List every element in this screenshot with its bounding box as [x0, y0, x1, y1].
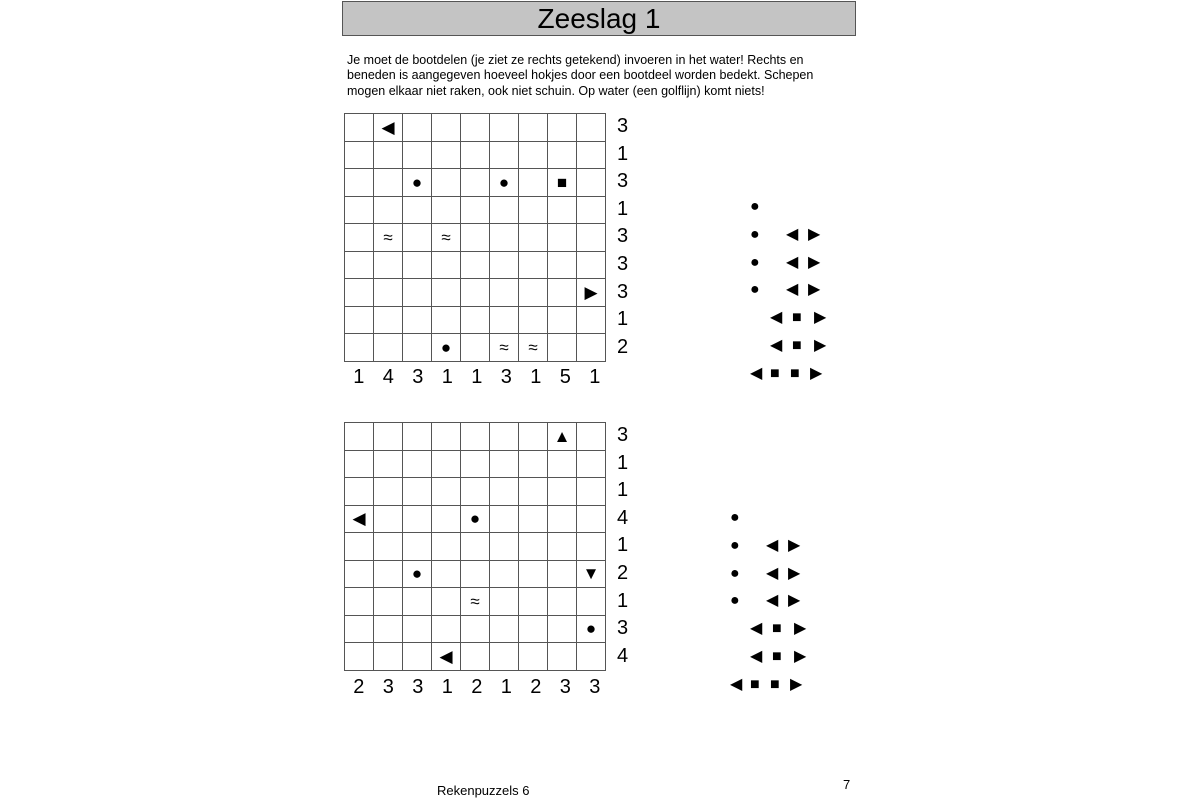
row-clue: 4	[617, 506, 629, 529]
grid-cell[interactable]	[403, 588, 432, 616]
circle-icon: ●	[440, 337, 452, 357]
column-clue: 1	[353, 366, 365, 388]
grid-cell[interactable]	[461, 169, 490, 197]
grid-cell[interactable]	[345, 334, 374, 362]
grid-cell[interactable]	[432, 279, 461, 307]
grid-cell[interactable]	[548, 615, 577, 643]
grid-cell[interactable]	[461, 560, 490, 588]
grid-cell[interactable]	[577, 334, 606, 362]
grid-cell[interactable]	[403, 306, 432, 334]
grid-cell[interactable]	[374, 224, 403, 252]
grid-cell[interactable]	[403, 114, 432, 142]
grid-cell[interactable]	[490, 643, 519, 671]
column-clue: 3	[500, 366, 512, 388]
column-clue: 1	[589, 366, 601, 388]
grid-cell[interactable]	[461, 643, 490, 671]
grid-cell[interactable]	[490, 478, 519, 506]
right-icon: ▶	[810, 364, 823, 382]
grid-cell[interactable]	[461, 141, 490, 169]
grid-cell[interactable]	[519, 643, 548, 671]
column-clue: 4	[382, 366, 394, 388]
grid-cell[interactable]	[577, 224, 606, 252]
grid-cell[interactable]	[577, 615, 606, 643]
grid-cell[interactable]	[432, 560, 461, 588]
grid-row	[345, 334, 606, 362]
right-icon: ▶	[788, 564, 801, 582]
circle-icon: ●	[411, 564, 423, 584]
grid-cell[interactable]	[548, 306, 577, 334]
circle-icon: ●	[750, 253, 760, 271]
left-icon: ◀	[439, 646, 453, 666]
square-icon: ■	[770, 364, 780, 382]
row-clue: 4	[617, 644, 629, 667]
grid-cell[interactable]	[519, 279, 548, 307]
grid-cell[interactable]	[519, 141, 548, 169]
grid-cell[interactable]	[432, 114, 461, 142]
grid-cell[interactable]	[403, 141, 432, 169]
grid-cell[interactable]	[548, 478, 577, 506]
right-icon: ▶	[814, 336, 827, 354]
row-clue: 3	[617, 424, 629, 446]
right-icon: ▶	[794, 620, 807, 638]
circle-icon: ●	[730, 509, 740, 526]
grid-cell[interactable]	[577, 643, 606, 671]
grid-cell[interactable]	[548, 224, 577, 252]
grid-cell[interactable]	[461, 224, 490, 252]
grid-row	[345, 169, 606, 197]
grid-cell[interactable]	[548, 279, 577, 307]
grid-cell[interactable]	[345, 423, 374, 451]
row-clue: 1	[617, 308, 629, 331]
page-title: Zeeslag 1	[342, 1, 856, 36]
grid-cell[interactable]	[432, 224, 461, 252]
grid-cell[interactable]	[490, 533, 519, 561]
grid-cell[interactable]	[345, 533, 374, 561]
left-icon: ◀	[786, 281, 799, 299]
column-clues-1	[344, 366, 610, 389]
grid-cell[interactable]	[374, 196, 403, 224]
grid-cell[interactable]	[490, 141, 519, 169]
grid-cell[interactable]	[432, 588, 461, 616]
grid-cell[interactable]	[490, 505, 519, 533]
grid-cell[interactable]	[519, 588, 548, 616]
grid-cell[interactable]	[490, 560, 519, 588]
column-clue: 3	[589, 676, 601, 698]
water-icon: ≈	[383, 227, 393, 247]
circle-icon: ●	[585, 619, 597, 639]
grid-cell[interactable]	[374, 114, 403, 142]
grid-cell[interactable]	[461, 196, 490, 224]
instruction-line: beneden is aangegeven hoeveel hokjes door een bootdeel worden bedekt. Schepen	[347, 68, 814, 83]
grid-cell[interactable]	[577, 560, 606, 588]
grid-cell[interactable]	[548, 560, 577, 588]
grid-cell[interactable]	[461, 251, 490, 279]
grid-cell[interactable]	[374, 279, 403, 307]
water-icon: ≈	[528, 337, 538, 357]
instruction-line: Je moet de bootdelen (je ziet ze rechts getekend) invoeren in het water! Rechts en	[347, 53, 804, 67]
row-clue: 1	[617, 197, 629, 220]
column-clue: 1	[530, 366, 542, 388]
right-icon: ▶	[584, 282, 598, 302]
grid-cell[interactable]	[577, 423, 606, 451]
grid-cell[interactable]	[548, 533, 577, 561]
column-clues-2	[344, 676, 610, 699]
left-icon: ◀	[730, 675, 743, 693]
grid-cell[interactable]	[519, 169, 548, 197]
grid-cell[interactable]	[403, 423, 432, 451]
grid-cell[interactable]	[490, 423, 519, 451]
grid-cell[interactable]	[403, 169, 432, 197]
grid-cell[interactable]	[519, 533, 548, 561]
grid-cell[interactable]	[345, 224, 374, 252]
puzzle-grid-2	[344, 422, 606, 671]
left-icon: ◀	[766, 536, 779, 554]
grid-cell[interactable]	[490, 279, 519, 307]
row-clue: 3	[617, 115, 629, 137]
row-clue: 3	[617, 280, 629, 303]
left-icon: ◀	[786, 225, 799, 243]
grid-cell[interactable]	[374, 505, 403, 533]
grid-cell[interactable]	[461, 279, 490, 307]
right-icon: ▶	[788, 592, 801, 610]
column-clue: 2	[471, 676, 483, 698]
grid-row	[345, 588, 606, 616]
grid-cell[interactable]	[403, 505, 432, 533]
left-icon: ◀	[770, 336, 783, 354]
instruction-line: mogen elkaar niet raken, ook niet schuin. Op water (een golflijn) komt niets!	[347, 83, 765, 98]
column-clue: 3	[559, 676, 571, 698]
column-clue: 3	[412, 366, 424, 388]
column-clue: 1	[471, 366, 483, 388]
grid-cell[interactable]	[432, 334, 461, 362]
grid-cell[interactable]	[577, 279, 606, 307]
right-icon: ▶	[790, 675, 803, 693]
grid-cell[interactable]	[577, 196, 606, 224]
square-icon: ■	[790, 364, 800, 382]
grid-cell[interactable]	[519, 251, 548, 279]
grid-cell[interactable]	[519, 478, 548, 506]
grid-cell[interactable]	[519, 505, 548, 533]
grid-cell[interactable]	[519, 450, 548, 478]
grid-row	[345, 615, 606, 643]
grid-cell[interactable]	[432, 505, 461, 533]
square-icon: ■	[770, 675, 780, 693]
column-clue: 5	[559, 366, 571, 388]
row-clue: 3	[617, 170, 629, 193]
square-icon: ■	[750, 675, 760, 693]
grid-cell[interactable]	[577, 450, 606, 478]
up-icon: ▲	[553, 426, 571, 446]
grid-cell[interactable]	[345, 615, 374, 643]
grid-row	[345, 505, 606, 533]
circle-icon: ●	[730, 564, 740, 582]
grid-cell[interactable]	[490, 196, 519, 224]
grid-cell[interactable]	[403, 643, 432, 671]
grid-cell[interactable]	[490, 251, 519, 279]
column-clue: 1	[500, 676, 512, 698]
row-clues-1	[617, 113, 647, 361]
right-icon: ▶	[808, 253, 821, 271]
grid-cell[interactable]	[519, 423, 548, 451]
square-icon: ■	[792, 336, 802, 354]
right-icon: ▶	[788, 536, 801, 554]
grid-row	[345, 533, 606, 561]
square-icon: ■	[772, 647, 782, 665]
grid-cell[interactable]	[345, 450, 374, 478]
column-clue: 3	[382, 676, 394, 698]
grid-cell[interactable]	[490, 306, 519, 334]
row-clue: 1	[617, 479, 629, 502]
grid-cell[interactable]	[345, 114, 374, 142]
grid-cell[interactable]	[374, 533, 403, 561]
grid-cell[interactable]	[374, 423, 403, 451]
circle-icon: ●	[730, 536, 740, 554]
grid-cell[interactable]	[432, 423, 461, 451]
grid-row	[345, 114, 606, 142]
grid-cell[interactable]	[461, 423, 490, 451]
grid-cell[interactable]	[432, 533, 461, 561]
grid-cell[interactable]	[490, 114, 519, 142]
grid-cell[interactable]	[432, 169, 461, 197]
grid-cell[interactable]	[548, 141, 577, 169]
grid-cell[interactable]	[345, 251, 374, 279]
grid-cell[interactable]	[548, 196, 577, 224]
row-clue: 1	[617, 142, 629, 165]
grid-cell[interactable]	[577, 141, 606, 169]
grid-row	[345, 478, 606, 506]
left-icon: ◀	[770, 309, 783, 327]
grid-cell[interactable]	[490, 450, 519, 478]
left-icon: ◀	[766, 592, 779, 610]
grid-cell[interactable]	[519, 560, 548, 588]
circle-icon: ●	[411, 172, 423, 192]
square-icon: ■	[792, 309, 802, 327]
grid-cell[interactable]	[548, 169, 577, 197]
column-clue: 3	[412, 676, 424, 698]
grid-cell[interactable]	[577, 169, 606, 197]
grid-cell[interactable]	[461, 334, 490, 362]
grid-cell[interactable]	[490, 169, 519, 197]
grid-cell[interactable]	[432, 478, 461, 506]
grid-cell[interactable]	[345, 279, 374, 307]
row-clue: 2	[617, 561, 629, 584]
left-icon: ◀	[381, 117, 395, 137]
grid-cell[interactable]	[548, 505, 577, 533]
row-clues-2	[617, 422, 647, 670]
grid-cell[interactable]	[374, 588, 403, 616]
grid-cell[interactable]	[548, 114, 577, 142]
grid-cell[interactable]	[577, 533, 606, 561]
grid-row	[345, 643, 606, 671]
grid-cell[interactable]	[577, 114, 606, 142]
grid-cell[interactable]	[403, 251, 432, 279]
grid-cell[interactable]	[577, 588, 606, 616]
grid-cell[interactable]	[374, 169, 403, 197]
puzzle-grid-1	[344, 113, 606, 362]
grid-cell[interactable]	[403, 615, 432, 643]
grid-cell[interactable]	[403, 196, 432, 224]
grid-cell[interactable]	[577, 306, 606, 334]
grid-row	[345, 279, 606, 307]
water-icon: ≈	[499, 337, 509, 357]
grid-cell[interactable]	[548, 423, 577, 451]
grid-cell[interactable]	[519, 224, 548, 252]
grid-cell[interactable]	[345, 478, 374, 506]
grid-cell[interactable]	[345, 588, 374, 616]
grid-cell[interactable]	[548, 588, 577, 616]
column-clue: 1	[441, 366, 453, 388]
row-clue: 3	[617, 252, 629, 275]
grid-cell[interactable]	[490, 615, 519, 643]
instructions	[347, 53, 867, 99]
grid-cell[interactable]	[577, 505, 606, 533]
grid-cell[interactable]	[432, 450, 461, 478]
grid-row	[345, 560, 606, 588]
right-icon: ▶	[808, 281, 821, 299]
grid-cell[interactable]	[577, 251, 606, 279]
grid-cell[interactable]	[374, 334, 403, 362]
circle-icon: ●	[498, 172, 510, 192]
grid-cell[interactable]	[403, 533, 432, 561]
grid-cell[interactable]	[461, 306, 490, 334]
grid-cell[interactable]	[490, 334, 519, 362]
grid-cell[interactable]	[374, 141, 403, 169]
grid-cell[interactable]	[432, 306, 461, 334]
row-clue: 1	[617, 451, 629, 474]
left-icon: ◀	[750, 620, 763, 638]
grid-cell[interactable]	[403, 450, 432, 478]
left-icon: ◀	[786, 253, 799, 271]
left-icon: ◀	[352, 509, 366, 529]
row-clue: 1	[617, 534, 629, 557]
footer-book-title: Rekenpuzzels 6	[437, 783, 530, 798]
grid-cell[interactable]	[374, 450, 403, 478]
grid-cell[interactable]	[345, 560, 374, 588]
grid-row	[345, 423, 606, 451]
grid-cell[interactable]	[345, 196, 374, 224]
grid-cell[interactable]	[403, 560, 432, 588]
water-icon: ≈	[470, 591, 480, 611]
grid-cell[interactable]	[403, 279, 432, 307]
circle-icon: ●	[750, 225, 760, 243]
left-icon: ◀	[750, 364, 763, 382]
grid-cell[interactable]	[461, 505, 490, 533]
square-icon: ■	[556, 172, 568, 192]
right-icon: ▶	[808, 225, 821, 243]
grid-cell[interactable]	[548, 643, 577, 671]
grid-row	[345, 306, 606, 334]
grid-cell[interactable]	[490, 224, 519, 252]
grid-cell[interactable]	[548, 334, 577, 362]
grid-cell[interactable]	[374, 615, 403, 643]
grid-cell[interactable]	[374, 643, 403, 671]
column-clue: 2	[530, 676, 542, 698]
grid-cell[interactable]	[345, 141, 374, 169]
circle-icon: ●	[469, 509, 481, 529]
grid-cell[interactable]	[548, 450, 577, 478]
page-number: 7	[843, 777, 851, 792]
grid-cell[interactable]	[374, 306, 403, 334]
grid-cell[interactable]	[461, 478, 490, 506]
circle-icon: ●	[730, 592, 740, 610]
grid-cell[interactable]	[345, 169, 374, 197]
column-clue: 1	[441, 676, 453, 698]
square-icon: ■	[772, 620, 782, 638]
grid-cell[interactable]	[461, 615, 490, 643]
grid-cell[interactable]	[461, 533, 490, 561]
grid-cell[interactable]	[403, 224, 432, 252]
grid-row	[345, 251, 606, 279]
grid-cell[interactable]	[548, 251, 577, 279]
grid-cell[interactable]	[432, 643, 461, 671]
grid-cell[interactable]	[461, 114, 490, 142]
row-clue: 2	[617, 335, 629, 358]
circle-icon: ●	[750, 198, 760, 215]
grid-cell[interactable]	[432, 141, 461, 169]
grid-cell[interactable]	[403, 334, 432, 362]
grid-cell[interactable]	[519, 615, 548, 643]
grid-cell[interactable]	[345, 505, 374, 533]
grid-cell[interactable]	[461, 588, 490, 616]
grid-cell[interactable]	[577, 478, 606, 506]
water-icon: ≈	[441, 227, 451, 247]
grid-cell[interactable]	[374, 478, 403, 506]
column-clue: 2	[353, 676, 365, 698]
grid-cell[interactable]	[490, 588, 519, 616]
right-icon: ▶	[814, 309, 827, 327]
grid-cell[interactable]	[519, 306, 548, 334]
left-icon: ◀	[766, 564, 779, 582]
down-icon: ▼	[582, 564, 600, 584]
right-icon: ▶	[794, 647, 807, 665]
row-clue: 3	[617, 617, 629, 640]
circle-icon: ●	[750, 281, 760, 299]
grid-cell[interactable]	[432, 615, 461, 643]
grid-row	[345, 224, 606, 252]
grid-cell[interactable]	[345, 643, 374, 671]
grid-cell[interactable]	[432, 251, 461, 279]
grid-cell[interactable]	[374, 251, 403, 279]
row-clue: 3	[617, 225, 629, 248]
left-icon: ◀	[750, 647, 763, 665]
grid-cell[interactable]	[461, 450, 490, 478]
grid-cell[interactable]	[519, 334, 548, 362]
grid-cell[interactable]	[519, 196, 548, 224]
grid-row	[345, 450, 606, 478]
grid-row	[345, 196, 606, 224]
grid-cell[interactable]	[432, 196, 461, 224]
row-clue: 1	[617, 589, 629, 612]
grid-cell[interactable]	[345, 306, 374, 334]
grid-cell[interactable]	[519, 114, 548, 142]
grid-cell[interactable]	[374, 560, 403, 588]
grid-row	[345, 141, 606, 169]
grid-cell[interactable]	[403, 478, 432, 506]
